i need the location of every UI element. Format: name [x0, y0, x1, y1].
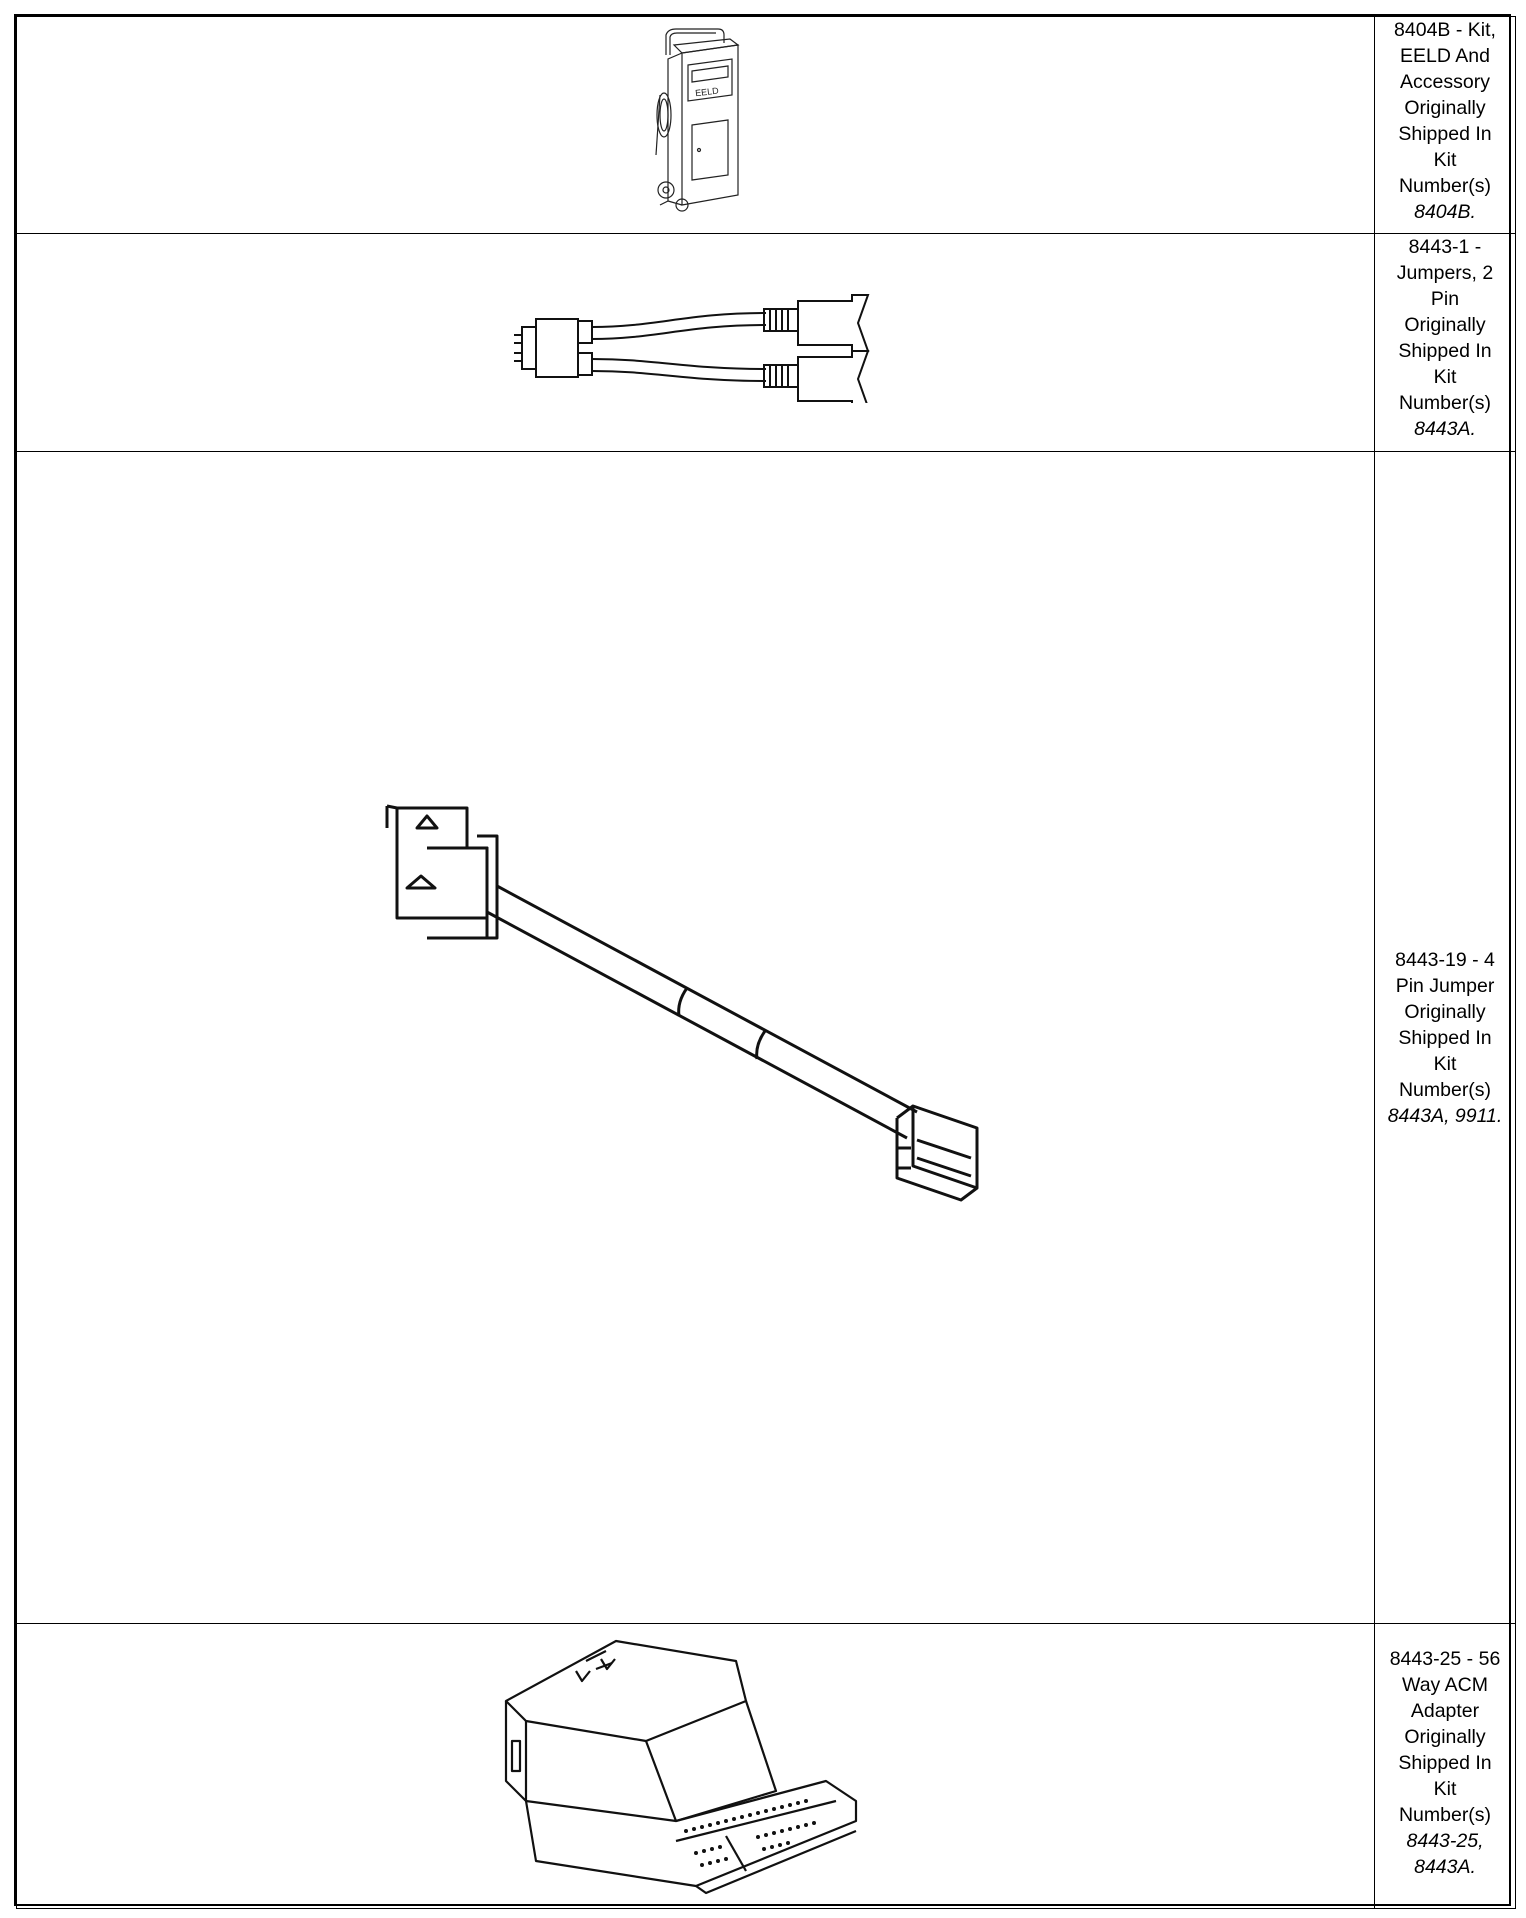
tool-desc-line: Kit [1433, 366, 1457, 388]
table-row [17, 234, 1516, 452]
tool-desc-line: 8404B - Kit, [1394, 19, 1496, 41]
tool-desc-line: Originally [1404, 314, 1486, 336]
tool-desc-line: Kit [1433, 1052, 1457, 1075]
table-row [17, 17, 1516, 234]
kit-numbers: 8443A. [1414, 418, 1476, 440]
tool-image-cell [17, 17, 1375, 234]
tool-desc-line: Originally [1404, 97, 1486, 119]
tool-desc-line: Way ACM [1402, 1674, 1488, 1696]
tool-table-sheet [14, 14, 1511, 1906]
tool-desc-line: Originally [1404, 1000, 1486, 1023]
tool-desc-line: Pin [1430, 288, 1460, 310]
tool-desc-line: Kit [1433, 149, 1457, 171]
tool-description-cell [1375, 234, 1516, 452]
tool-image-cell [17, 1624, 1375, 1909]
kit-numbers: 8404B. [1414, 201, 1476, 223]
four-pin-jumper-illustration [357, 788, 997, 1228]
tool-desc-line: Originally [1404, 1726, 1486, 1748]
tool-desc-line: Shipped In [1398, 123, 1492, 145]
tool-desc-line: Shipped In [1398, 1026, 1492, 1049]
tool-desc-line: Number(s) [1398, 1078, 1492, 1101]
table-row [17, 1624, 1516, 1909]
tool-description-cell [1375, 17, 1516, 234]
tool-desc-line: Pin Jumper [1395, 974, 1495, 997]
kit-numbers: 8443A, 9911. [1387, 1104, 1503, 1127]
eeld-cart-illustration [646, 25, 746, 225]
kit-numbers: 8443-25, [1406, 1830, 1484, 1852]
tool-desc-line: 8443-25 - 56 [1389, 1648, 1501, 1670]
tool-desc-line: EELD And [1400, 45, 1490, 67]
cart-panel-label: EELD [694, 85, 719, 99]
table-row [17, 452, 1516, 1624]
tool-desc-line: Kit [1433, 1778, 1457, 1800]
tool-desc-line: 8443-1 - [1408, 236, 1482, 258]
special-tools-table [16, 16, 1516, 1909]
tool-image-cell [17, 452, 1375, 1624]
tool-desc-line: Adapter [1410, 1700, 1480, 1722]
tool-desc-line: Number(s) [1398, 175, 1492, 197]
two-pin-jumper-illustration [506, 283, 886, 403]
kit-numbers: 8443A. [1414, 1856, 1476, 1878]
tool-desc-line: Shipped In [1398, 340, 1492, 362]
tool-description-cell [1375, 1624, 1516, 1909]
tool-desc-line: 8443-19 - 4 [1395, 948, 1495, 971]
tool-desc-line: Number(s) [1398, 1804, 1492, 1826]
tool-description-cell [1375, 452, 1516, 1624]
tool-image-cell [17, 234, 1375, 452]
tool-desc-line: Jumpers, 2 [1396, 262, 1494, 284]
tool-desc-line: Shipped In [1398, 1752, 1492, 1774]
tool-desc-line: Accessory [1400, 71, 1490, 93]
acm-adapter-illustration [496, 1631, 896, 1901]
tool-desc-line: Number(s) [1398, 392, 1492, 414]
